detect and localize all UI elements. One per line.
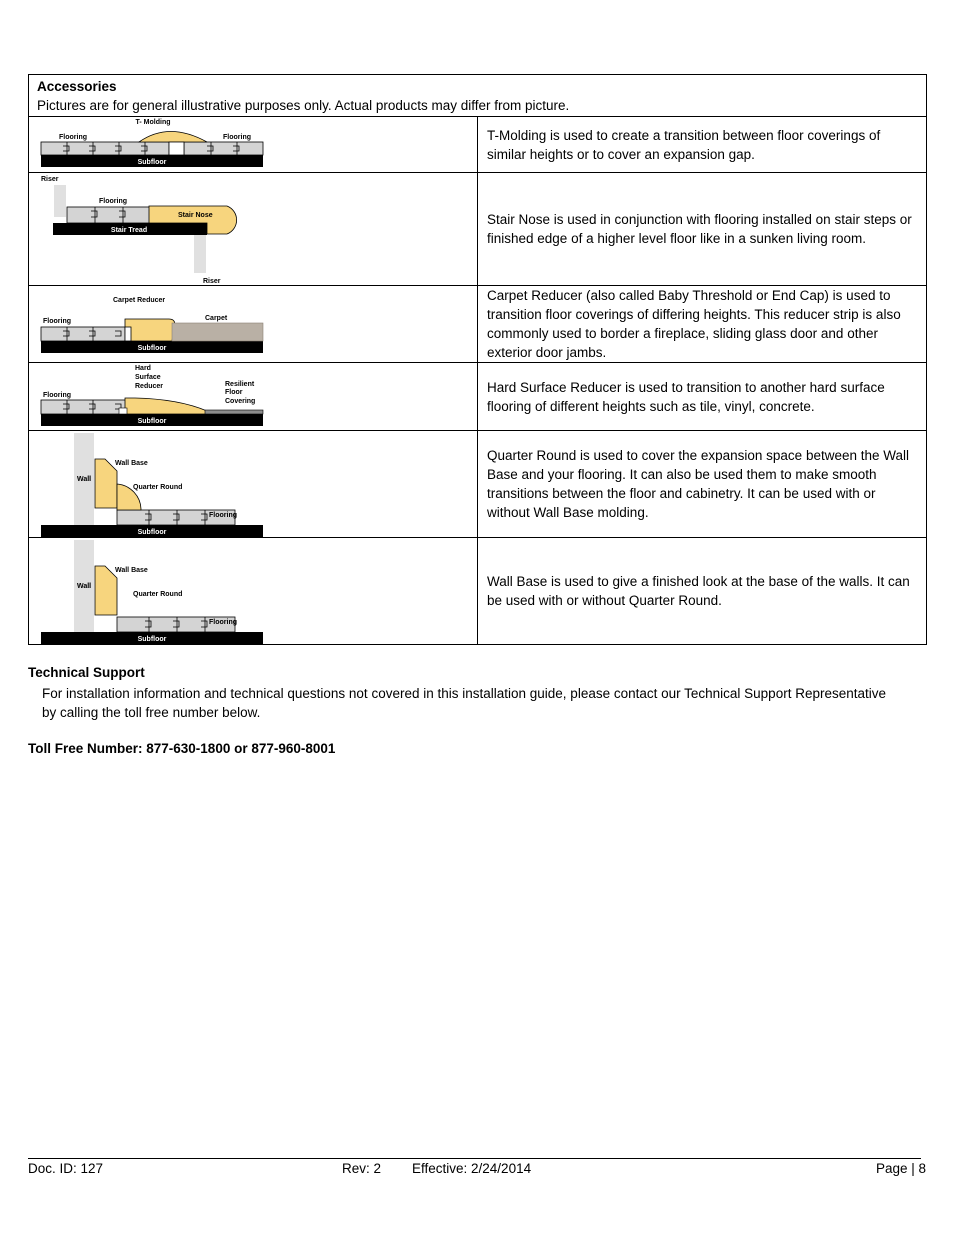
t-molding-label: T- Molding bbox=[135, 119, 171, 126]
quarter-round-flooring-label: Flooring bbox=[209, 512, 237, 519]
resilient-label-3: Covering bbox=[225, 398, 256, 405]
hard-surface-subfloor-label: Subfloor bbox=[137, 418, 167, 425]
footer-doc-id: Doc. ID: 127 bbox=[28, 1161, 104, 1176]
carpet-reducer-label: Carpet Reducer bbox=[113, 296, 166, 304]
accessory-row-stair-nose bbox=[29, 173, 927, 286]
hard-surface-reducer-label-1: Hard bbox=[135, 365, 151, 372]
wall-base-diagram bbox=[29, 538, 280, 644]
accessory-row-quarter-round bbox=[29, 431, 927, 538]
wall-base-quarter-round-label: Quarter Round bbox=[133, 591, 183, 598]
stair-nose-flooring-label: Flooring bbox=[99, 198, 127, 205]
accessories-note: Pictures are for general illustrative purposes only. Actual products may differ from picture. bbox=[37, 98, 570, 113]
stair-nose-description: Stair Nose is used in conjunction with flooring installed on stair steps or finished edge of a higher level floor like in a sunken living room. bbox=[478, 173, 927, 286]
hard-surface-reducer-label-2: Surface bbox=[135, 374, 161, 381]
footer-rev: Rev: 2 bbox=[342, 1161, 382, 1176]
wall-base-description: Wall Base is used to give a finished look at the base of the walls. It can be used with or without Quarter Round. bbox=[478, 538, 927, 645]
stair-nose-label: Stair Nose bbox=[178, 212, 213, 219]
carpet-reducer-diagram bbox=[29, 294, 280, 355]
wall-base-label: Wall Base bbox=[115, 567, 148, 574]
quarter-round-diagram bbox=[29, 431, 280, 537]
footer-divider bbox=[28, 1158, 921, 1159]
carpet-reducer-description: Carpet Reducer (also called Baby Threshold or End Cap) is used to transition floor coverings of differing heights. This reducer strip is also commonly used to border a fireplace, sliding glass door and other exterior door jambs. bbox=[478, 286, 927, 363]
carpet-reducer-flooring-label: Flooring bbox=[43, 317, 71, 325]
riser-bottom-label: Riser bbox=[203, 278, 221, 285]
t-molding-description: T-Molding is used to create a transition between floor coverings of similar heights or to cover an expansion gap. bbox=[478, 117, 927, 173]
hard-surface-flooring-label: Flooring bbox=[43, 392, 71, 399]
accessories-header bbox=[29, 75, 927, 117]
stair-tread-label: Stair Tread bbox=[110, 227, 148, 234]
footer-effective: Effective: 2/24/2014 bbox=[412, 1161, 532, 1176]
carpet-reducer-subfloor-label: Subfloor bbox=[137, 344, 167, 352]
accessory-row-carpet-reducer bbox=[29, 286, 927, 363]
carpet-reducer-diagram-cell bbox=[29, 286, 478, 363]
accessory-row-t-molding bbox=[29, 117, 927, 173]
riser-top-label: Riser bbox=[41, 176, 59, 183]
carpet-label: Carpet bbox=[205, 314, 228, 322]
quarter-round-diagram-cell bbox=[29, 431, 478, 538]
footer-page: Page | 8 bbox=[875, 1161, 926, 1176]
wall-base-subfloor-label: Subfloor bbox=[137, 636, 167, 643]
resilient-label-2: Floor bbox=[225, 389, 243, 396]
accessories-title: Accessories bbox=[37, 79, 117, 94]
quarter-round-wall-base-label: Wall Base bbox=[115, 460, 148, 467]
hard-surface-reducer-description: Hard Surface Reducer is used to transition to another hard surface flooring of different heights such as tile, vinyl, concrete. bbox=[478, 363, 927, 431]
toll-free-number: Toll Free Number: 877-630-1800 or 877-960-8001 bbox=[28, 741, 336, 756]
quarter-round-subfloor-label: Subfloor bbox=[137, 529, 167, 536]
t-molding-diagram bbox=[29, 117, 280, 172]
wall-base-diagram-cell bbox=[29, 538, 478, 645]
stair-nose-diagram bbox=[29, 173, 280, 285]
resilient-label-1: Resilient bbox=[225, 381, 255, 388]
wall-base-wall-label: Wall bbox=[77, 583, 92, 590]
hard-surface-reducer-label-3: Reducer bbox=[135, 383, 164, 390]
accessory-row-hard-surface-reducer bbox=[29, 363, 927, 431]
accessories-table bbox=[28, 74, 927, 645]
technical-support-title: Technical Support bbox=[28, 665, 145, 680]
quarter-round-description: Quarter Round is used to cover the expansion space between the Wall Base and your flooring. It can also be used them to make smooth transitions between the floor and cabinetry. It can be used with or without Wall Base molding. bbox=[478, 431, 927, 538]
hard-surface-reducer-diagram bbox=[29, 363, 280, 430]
hard-surface-reducer-diagram-cell bbox=[29, 363, 478, 431]
quarter-round-wall-label: Wall bbox=[77, 476, 92, 483]
accessory-row-wall-base bbox=[29, 538, 927, 645]
quarter-round-label: Quarter Round bbox=[133, 484, 183, 491]
t-molding-subfloor-label: Subfloor bbox=[137, 159, 167, 166]
t-molding-flooring-left-label: Flooring bbox=[59, 134, 87, 141]
wall-base-flooring-label: Flooring bbox=[209, 619, 237, 626]
stair-nose-diagram-cell bbox=[29, 173, 478, 286]
t-molding-flooring-right-label: Flooring bbox=[223, 134, 251, 141]
t-molding-diagram-cell bbox=[29, 117, 478, 173]
technical-support-body: For installation information and technical questions not covered in this installation guide, please contact our Technical Support Representative by calling the toll free number below. bbox=[42, 686, 887, 720]
